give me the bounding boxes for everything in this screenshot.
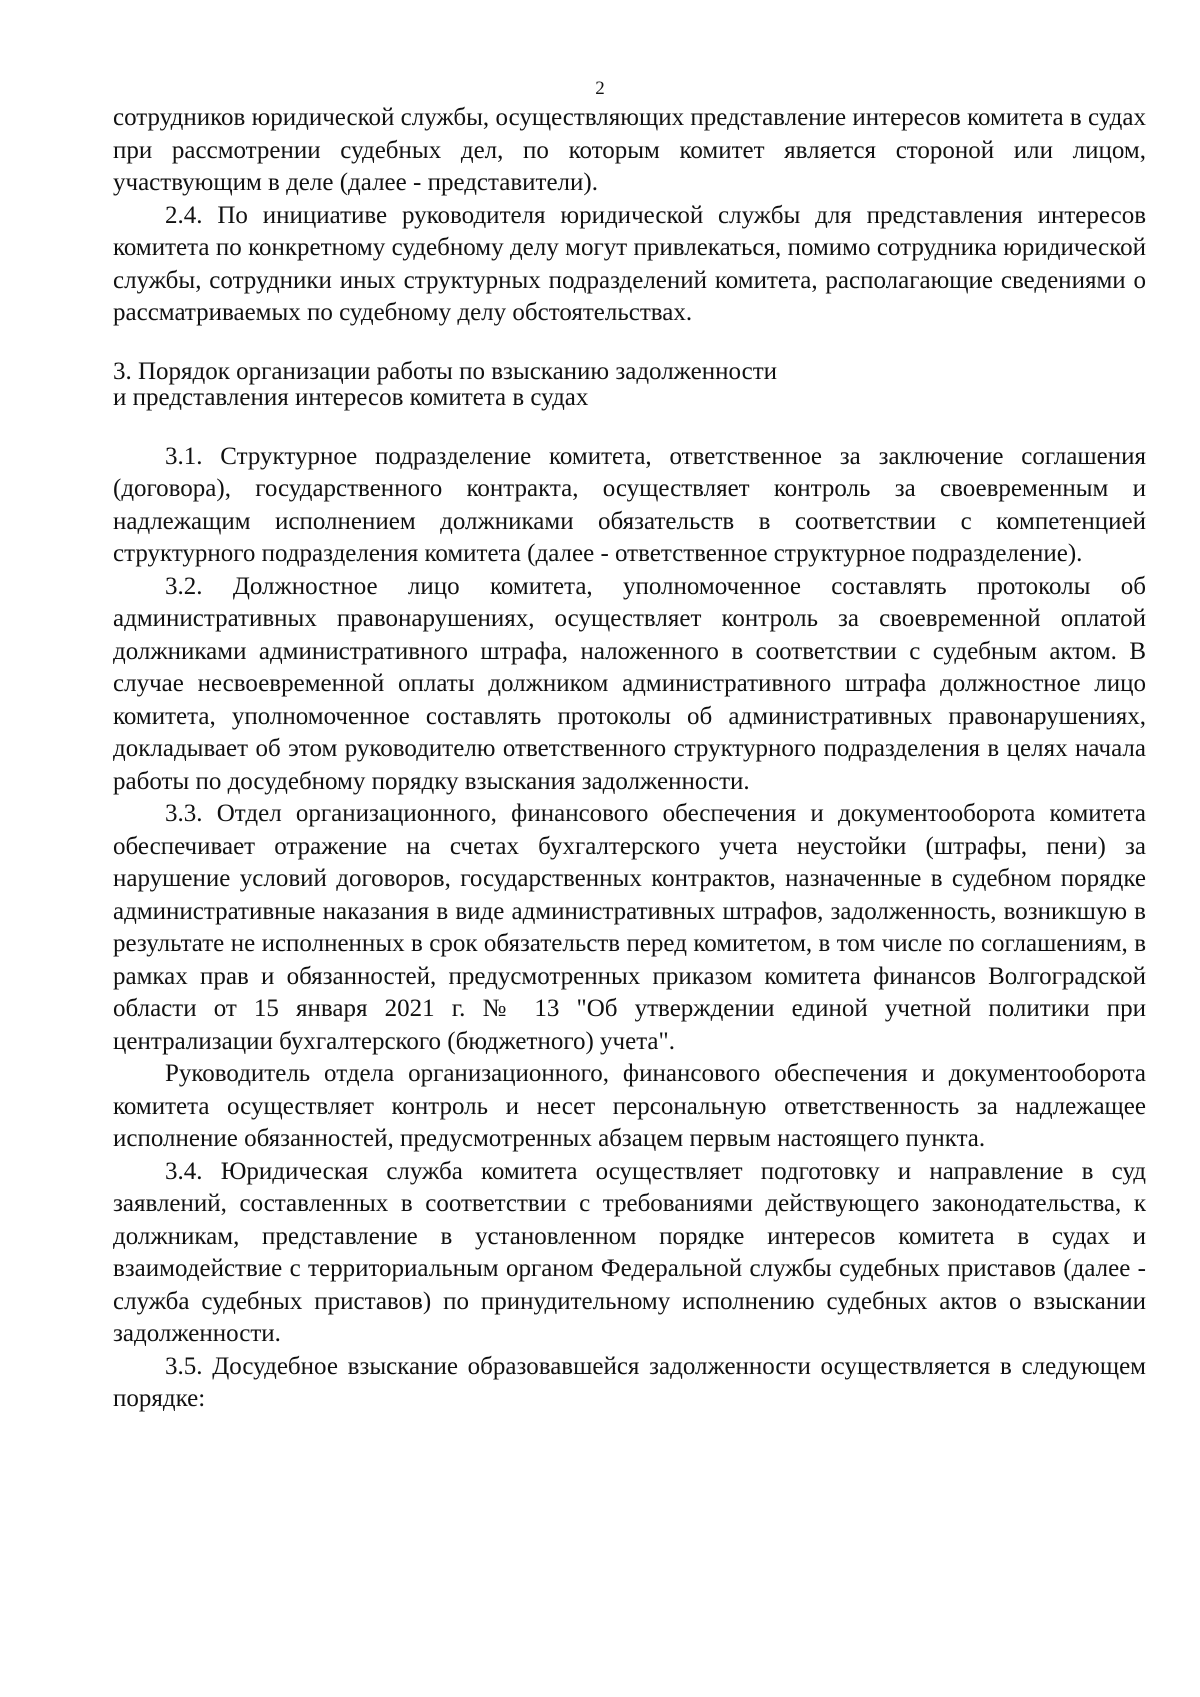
document-body — [113, 102, 1146, 1416]
paragraph-continuation: сотрудников юридической службы, осуществляющих представление интересов комитета в судах при рассмотрении судебных дел, по которым комитет является стороной или лицом, участвующим в деле (далее - представители). — [113, 104, 1146, 196]
paragraph-3-3-second: Руководитель отдела организационного, финансового обеспечения и документооборота комитета осуществляет контроль и несет персональную ответственность за надлежащее исполнение обязанностей, предусмотренных абзацем первым настоящего пункта. — [113, 1060, 1146, 1152]
paragraph-2-4: 2.4. По инициативе руководителя юридической службы для представления интересов комитета по конкретному судебному делу могут привлекаться, помимо сотрудника юридической службы, сотрудники иных структурных подразделений комитета, располагающие сведениями о рассматриваемых по судебному делу обстоятельствах. — [113, 201, 1146, 326]
paragraph-3-2: 3.2. Должностное лицо комитета, уполномоченное составлять протоколы об административных правонарушениях, осуществляет контроль за своевременной оплатой должниками административного штрафа, наложенного в соответствии с судебным актом. В случае несвоевременной оплаты должником административного штрафа должностное лицо комитета, уполномоченное составлять протоколы об административных правонарушениях, докладывает об этом руководителю ответственного структурного подразделения в целях начала работы по досудебному порядку взыскания задолженности. — [113, 572, 1146, 795]
section-3-heading-line2: и представления интересов комитета в судах — [113, 383, 589, 411]
section-3-heading-line1: 3. Порядок организации работы по взысканию задолженности — [113, 357, 778, 385]
paragraph-3-3: 3.3. Отдел организационного, финансового обеспечения и документооборота комитета обеспечивает отражение на счетах бухгалтерского учета неустойки (штрафы, пени) за нарушение условий договоров, государственных контрактов, назначенные в судебном порядке административные наказания в виде административных штрафов, задолженность, возникшую в результате не исполненных в срок обязательств перед комитетом, в том числе по соглашениям, в рамках прав и обязанностей, предусмотренных приказом комитета финансов Волгоградской области от 15 января 2021 г. № 13 "Об утверждении единой учетной политики при централизации бухгалтерского (бюджетного) учета". — [113, 800, 1146, 1055]
page-number: 2 — [595, 78, 605, 99]
paragraph-3-1: 3.1. Структурное подразделение комитета, ответственное за заключение соглашения (договора), государственного контракта, осуществляет контроль за своевременным и надлежащим исполнением должниками обязательств в соответствии с компетенцией структурного подразделения комитета (далее - ответственное структурное подразделение). — [113, 442, 1146, 567]
paragraph-3-4: 3.4. Юридическая служба комитета осуществляет подготовку и направление в суд заявлений, составленных в соответствии с требованиями действующего законодательства, к должникам, представление в установленном порядке интересов комитета в судах и взаимодействие с территориальным органом Федеральной службы судебных приставов (далее - служба судебных приставов) по принудительному исполнению судебных актов о взыскании задолженности. — [113, 1157, 1146, 1347]
section-3-heading — [113, 359, 1146, 411]
paragraph-3-5: 3.5. Досудебное взыскание образовавшейся задолженности осуществляется в следующем порядке: — [113, 1352, 1146, 1412]
